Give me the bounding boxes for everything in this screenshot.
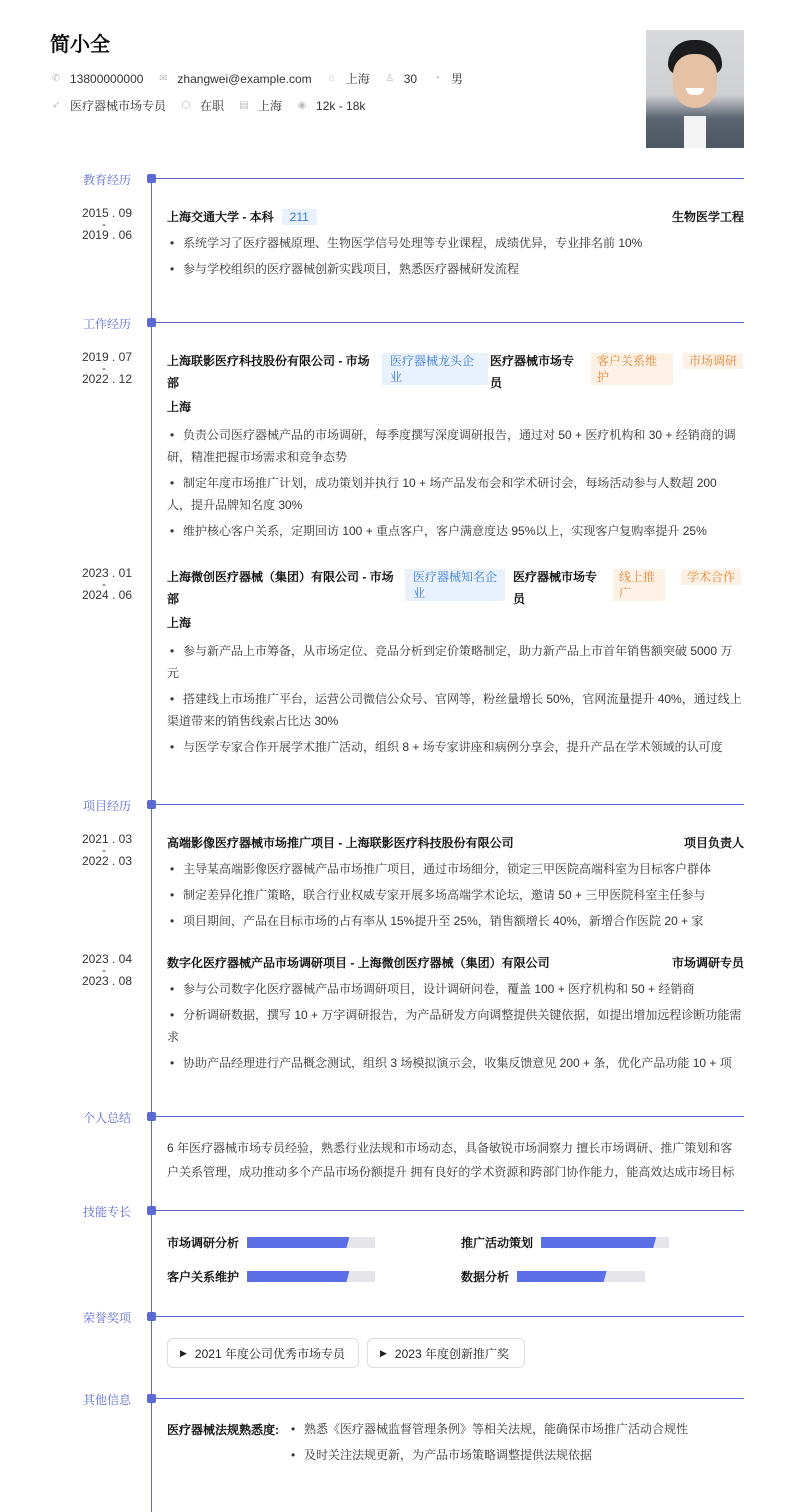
summary-text: 6 年医疗器械市场专员经验，熟悉行业法规和市场动态，具备敏锐市场洞察力 擅长市场调研、推广策划和客户关系管理，成功推动多个产品市场份额提升 拥有良好的学术资源和跨部门协作能力，能高效达成市场目标 (167, 1141, 735, 1179)
status-icon: ⬡ (181, 100, 191, 111)
target-city-value: 上海 (258, 99, 283, 113)
project-bullets (167, 978, 744, 1074)
section-title: 其他信息 (82, 1393, 131, 1407)
section-awards (0, 1309, 794, 1325)
project-role: 市场调研专员 (671, 956, 744, 970)
section-skills (0, 1203, 794, 1219)
list-item: • 项目期间，产品在目标市场的占有率从 15%提升至 25%，销售额增长 40%，新增合作医院 20 + 家 (167, 910, 744, 932)
project-date: 2021 . 03 - 2022 . 03 (81, 832, 132, 868)
job-location: 上海 (167, 616, 192, 630)
section-divider (155, 1316, 744, 1317)
list-item: • 参与学校组织的医疗器械创新实践项目，熟悉医疗器械研发流程 (167, 258, 744, 280)
skill-bar-fill (541, 1237, 656, 1248)
company-tag: 医疗器械龙头企业 (382, 353, 488, 385)
salary-value: 12k - 18k (316, 98, 366, 113)
award-item (367, 1338, 525, 1368)
award-label: 2021 年度公司优秀市场专员 (194, 1346, 345, 1361)
skill-name: 推广活动策划 (461, 1236, 534, 1250)
section-title: 荣誉奖项 (82, 1311, 131, 1325)
send-icon: ➶ (51, 100, 61, 111)
target-position-value: 医疗器械市场专员 (70, 99, 167, 113)
section-divider (155, 1398, 744, 1399)
award-label: 2023 年度创新推广奖 (394, 1346, 509, 1361)
company-tag: 医疗器械知名企业 (405, 569, 505, 601)
project-title: 高端影像医疗器械市场推广项目 - 上海联影医疗科技股份有限公司 (167, 836, 514, 850)
education-date: 2015 . 09 - 2019 . 06 (81, 206, 132, 242)
gender-icon: ◔ (434, 73, 441, 84)
section-title: 项目经历 (82, 799, 131, 813)
candidate-name: 简小全 (50, 34, 110, 56)
skill-name: 市场调研分析 (167, 1236, 240, 1250)
section-divider (155, 1116, 744, 1117)
work-date: 2019 . 07 - 2022 . 12 (81, 350, 132, 386)
skill-name: 客户关系维护 (167, 1270, 240, 1284)
school-tag: 211 (282, 209, 317, 225)
triangle-icon: ▶ (180, 1347, 187, 1358)
project-date: 2023 . 04 - 2023 . 08 (81, 952, 132, 988)
skill-item (167, 1234, 375, 1251)
list-item: • 熟悉《医疗器械监督管理条例》等相关法规，能确保市场推广活动合规性 (288, 1418, 744, 1440)
resume-header (50, 28, 744, 150)
gender-value: 男 (451, 72, 464, 86)
skill-bar (247, 1237, 375, 1248)
city-item (326, 70, 370, 87)
list-item: • 制定差异化推广策略，联合行业权威专家开展多场高端学术论坛，邀请 50 + 三甲医院科室主任参与 (167, 884, 744, 906)
job-intent-row (50, 97, 379, 114)
building-icon: ▤ (239, 100, 249, 111)
target-position-item (50, 97, 166, 114)
section-divider (155, 1210, 744, 1211)
list-item: • 分析调研数据，撰写 10 + 万字调研报告，为产品研发方向调整提供关键依据，如提出增加远程诊断功能需求 (167, 1004, 744, 1048)
work-bullets (167, 640, 744, 758)
section-summary (0, 1109, 794, 1125)
other-bullets (288, 1418, 744, 1466)
company-name: 上海联影医疗科技股份有限公司 - 市场部 (167, 354, 370, 390)
age-item (384, 72, 417, 86)
project-title: 数字化医疗器械产品市场调研项目 - 上海微创医疗器械（集团）有限公司 (167, 956, 550, 970)
section-work (0, 315, 794, 331)
avatar-photo (646, 30, 744, 148)
list-item: • 主导某高端影像医疗器械产品市场推广项目，通过市场细分，锁定三甲医院高端科室为目标客户群体 (167, 858, 744, 880)
skill-item (461, 1268, 645, 1285)
skill-bar-fill (517, 1271, 607, 1282)
list-item: • 制定年度市场推广计划，成功策划并执行 10 + 场产品发布会和学术研讨会，每场活动参与人数超 200 人，提升品牌知名度 30% (167, 472, 744, 516)
skill-tag: 线上推广 (613, 569, 665, 601)
section-title: 个人总结 (82, 1111, 131, 1125)
email-value: zhangwei@example.com (177, 71, 312, 86)
list-item: • 系统学习了医疗器械原理、生物医学信号处理等专业课程，成绩优异，专业排名前 10% (167, 232, 744, 254)
target-city-item (238, 97, 282, 114)
mail-icon: ✉ (159, 73, 168, 84)
skill-bar (541, 1237, 669, 1248)
list-item: • 及时关注法规更新，为产品市场策略调整提供法规依据 (288, 1444, 744, 1466)
education-title (167, 206, 744, 228)
section-other (0, 1391, 794, 1407)
skill-tag: 市场调研 (683, 353, 743, 369)
project-bullets (167, 858, 744, 932)
work-entry (167, 350, 744, 546)
section-divider (155, 322, 744, 323)
salary-icon: ◉ (297, 100, 307, 111)
job-status-item (180, 97, 224, 114)
phone-item (50, 72, 143, 86)
education-entry (167, 206, 744, 284)
major: 生物医学工程 (671, 210, 744, 224)
section-title: 技能专长 (82, 1205, 131, 1219)
skill-bar-fill (247, 1271, 349, 1282)
list-item: • 搭建线上市场推广平台，运营公司微信公众号、官网等，粉丝量增长 50%，官网流量提升 40%，通过线上渠道带来的销售线索占比达 30% (167, 688, 744, 732)
salary-item (296, 99, 365, 113)
section-education (0, 171, 794, 187)
skill-bar-fill (247, 1237, 349, 1248)
list-item: • 与医学专家合作开展学术推广活动，组织 8 + 场专家讲座和病例分享会，提升产品在学术领域的认可度 (167, 736, 744, 758)
list-item: • 负责公司医疗器械产品的市场调研，每季度撰写深度调研报告，通过对 50 + 医疗机构和 30 + 经销商的调研，精准把握市场需求和竞争态势 (167, 424, 744, 468)
job-location: 上海 (167, 400, 192, 414)
job-header (167, 350, 744, 390)
skill-tag: 学术合作 (681, 569, 741, 585)
project-entry (167, 832, 744, 936)
education-bullets (167, 232, 744, 280)
phone-value: 13800000000 (70, 71, 144, 86)
home-icon: ⌂ (328, 73, 335, 84)
job-role: 医疗器械市场专员 (490, 354, 575, 390)
section-title: 工作经历 (82, 317, 131, 331)
triangle-icon: ▶ (380, 1347, 387, 1358)
phone-icon: ✆ (51, 73, 61, 84)
school-name: 上海交通大学 - 本科 (167, 210, 274, 224)
section-divider (155, 178, 744, 179)
section-divider (155, 804, 744, 805)
skill-bar (247, 1271, 375, 1282)
age-value: 30 (403, 71, 418, 86)
contact-row (50, 70, 477, 87)
age-icon: ♙ (385, 73, 395, 84)
work-entry (167, 566, 744, 762)
work-bullets (167, 424, 744, 542)
work-date: 2023 . 01 - 2024 . 06 (81, 566, 132, 602)
skill-name: 数据分析 (461, 1270, 510, 1284)
other-label: 医疗器械法规熟悉度: (167, 1423, 279, 1437)
skill-item (461, 1234, 669, 1251)
section-projects (0, 797, 794, 813)
company-name: 上海微创医疗器械（集团）有限公司 - 市场部 (167, 570, 394, 606)
email-item (157, 72, 311, 86)
skill-bar (517, 1271, 645, 1282)
project-entry (167, 952, 744, 1078)
list-item: • 维护核心客户关系，定期回访 100 + 重点客户，客户满意度达 95%以上，实现客户复购率提升 25% (167, 520, 744, 542)
job-role: 医疗器械市场专员 (513, 570, 598, 606)
list-item: • 参与新产品上市筹备，从市场定位、竞品分析到定价策略制定，助力新产品上市首年销售额突破 5000 万元 (167, 640, 744, 684)
skill-item (167, 1268, 375, 1285)
list-item: • 参与公司数字化医疗器械产品市场调研项目，设计调研问卷，覆盖 100 + 医疗机构和 50 + 经销商 (167, 978, 744, 1000)
gender-item (431, 70, 463, 87)
city-value: 上海 (345, 72, 370, 86)
section-title: 教育经历 (82, 173, 131, 187)
job-header (167, 566, 744, 606)
other-list (288, 1418, 744, 1470)
job-status-value: 在职 (200, 99, 225, 113)
skill-tag: 客户关系维护 (591, 353, 673, 385)
list-item: • 协助产品经理进行产品概念测试，组织 3 场模拟演示会，收集反馈意见 200 + 条，优化产品功能 10 + 项 (167, 1052, 744, 1074)
project-role: 项目负责人 (683, 836, 744, 850)
award-item (167, 1338, 359, 1368)
